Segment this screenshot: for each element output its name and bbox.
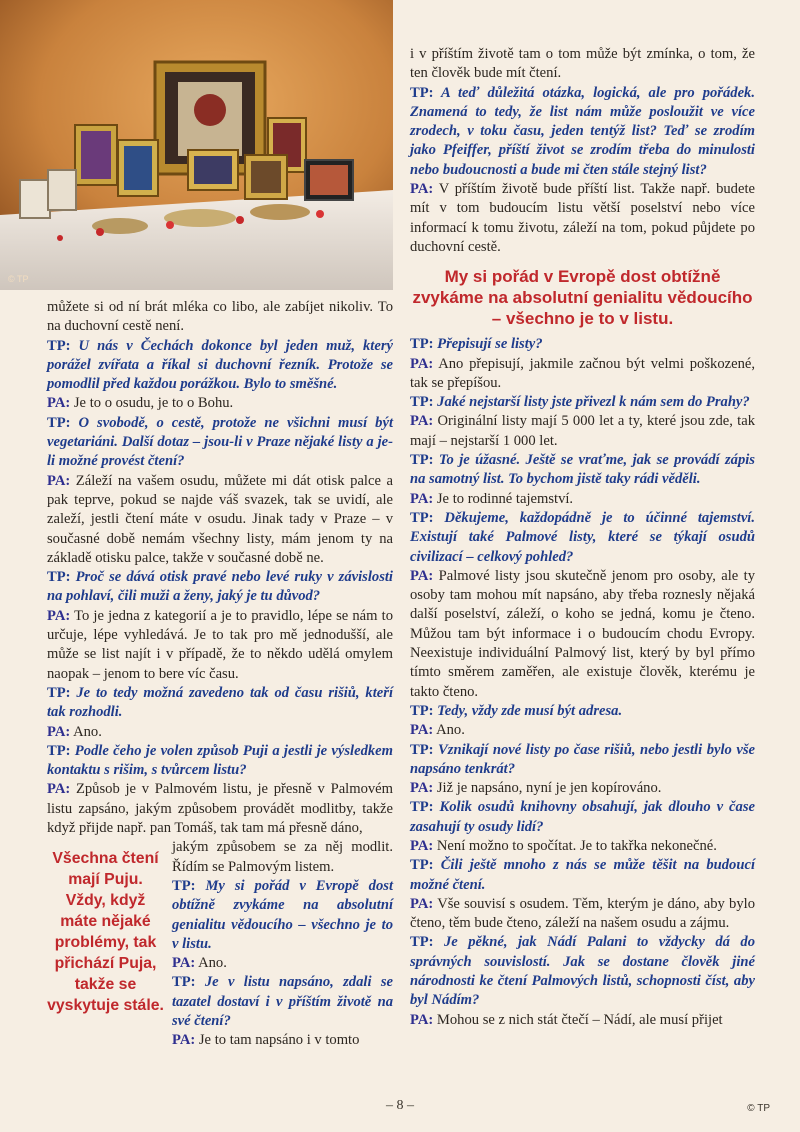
paragraph-text: jakým způsobem se za něj modlit. Řídím se Palmovým listem. <box>172 839 393 875</box>
speaker-pa: PA: <box>410 567 434 584</box>
speaker-pa: PA: <box>410 490 434 507</box>
right-column-bottom-text <box>410 335 755 1030</box>
paragraph-text: můžete si od ní brát mléka co libo, ale zabíjet nikoliv. To na duchovní cestě není. <box>47 299 393 335</box>
speaker-pa: PA: <box>47 472 71 489</box>
question-paragraph <box>410 933 755 1010</box>
paragraph-text: Přepisují se listy? <box>433 336 543 353</box>
answer-paragraph <box>47 394 393 413</box>
speaker-tp: TP: <box>47 569 71 586</box>
speaker-tp: TP: <box>47 414 71 431</box>
answer-paragraph <box>47 472 393 568</box>
question-paragraph <box>47 684 393 723</box>
section-heading: My si pořád v Evropě dost obtížně zvykáme na absolutní genialitu vědoucího – všechno je to v listu. <box>412 267 753 329</box>
paragraph-text: Je to o osudu, je to o Bohu. <box>70 395 234 412</box>
speaker-pa: PA: <box>410 1011 434 1028</box>
photo-credit: © TP <box>8 274 29 284</box>
answer-paragraph <box>410 355 755 394</box>
paragraph-text: Podle čeho je volen způsob Puji a jestli je výsledkem kontaktu s rišim, s tvůrcem listu? <box>47 742 393 779</box>
speaker-tp: TP: <box>410 741 434 758</box>
speaker-pa: PA: <box>410 780 434 797</box>
answer-paragraph <box>47 723 393 742</box>
answer-paragraph <box>410 45 755 84</box>
paragraph-text: A teď důležitá otázka, logická, ale pro pořádek. Znamená to tedy, že list nám může posloužit ve více zrodech, v toku času, jeden tentýž list? Teď se zrodím jako Pfeiffer, příští život se zrodím třeba do minulosti nebo budoucnosti a bude mi čten stále stejný list? <box>410 84 755 178</box>
paragraph-text: Mohou se z nich stát čtečí – Nádí, ale musí přijet <box>433 1011 723 1028</box>
answer-paragraph <box>47 298 393 337</box>
speaker-pa: PA: <box>47 395 71 412</box>
paragraph-text: Je to tam napsáno i v tomto <box>195 1032 360 1049</box>
paragraph-text: Je v listu napsáno, zdali se tazatel dostaví i v příštím životě na své čtení? <box>172 974 393 1029</box>
question-paragraph <box>47 414 393 472</box>
speaker-tp: TP: <box>47 337 71 354</box>
paragraph-text: To je úžasné. Ještě se vraťme, jak se provádí zápis na samotný list. To bychom jistě taky rádi věděli. <box>410 452 755 488</box>
paragraph-text: Je pěkné, jak Nádí Palani to vždycky dá do správných souvislostí. Jak se dostane člověk jiné národnosti ke čtení Palmových listů, schopnosti číst, aby byl Nádím? <box>410 934 755 1009</box>
speaker-pa: PA: <box>410 837 434 854</box>
speaker-tp: TP: <box>410 452 434 469</box>
answer-paragraph <box>172 838 393 877</box>
paragraph-text: Je to rodinné tajemství. <box>433 490 574 507</box>
answer-paragraph <box>410 490 755 509</box>
question-paragraph <box>410 335 755 354</box>
paragraph-text: Tedy, vždy zde musí být adresa. <box>433 702 623 719</box>
left-split <box>47 838 393 1050</box>
question-paragraph <box>410 702 755 721</box>
paragraph-text: Ano. <box>433 722 465 739</box>
paragraph-text: i v příštím životě tam o tom může být zmínka, o tom, že ten člověk bude mít čtení. <box>410 46 755 82</box>
question-paragraph <box>410 84 755 180</box>
altar-photo-illustration <box>0 0 393 290</box>
speaker-pa: PA: <box>47 781 71 798</box>
paragraph-text: V příštím životě bude příští list. Takže např. budete mít v tom budoucím listu větší poselství nebo více informací k tomu životu, záleží na tom, pokud půjdete po duchovní cestě. <box>410 181 755 255</box>
question-paragraph <box>47 568 393 607</box>
question-paragraph <box>410 451 755 490</box>
paragraph-text: Způsob je v Palmovém listu, je přesně v Palmovém listu zapsáno, jakým způsobem provádět modlitby, takže když přijde např. pan Tomáš, tak tam má přesně dáno, <box>47 781 393 837</box>
question-paragraph <box>410 798 755 837</box>
paragraph-text: Originální listy mají 5 000 let a ty, které jsou zde, tak mají – nejstarší 1 000 let. <box>410 413 755 449</box>
paragraph-text: My si pořád v Evropě dost obtížně zvykáme na absolutní genialitu vědoucího – všechno je to v listu. <box>172 877 393 952</box>
question-paragraph <box>410 393 755 412</box>
paragraph-text: Není možno to spočítat. Je to takřka nekonečné. <box>433 837 717 854</box>
speaker-tp: TP: <box>410 702 434 719</box>
paragraph-text: Ano. <box>70 723 102 740</box>
paragraph-text: Čili ještě mnoho z nás se může těšit na budoucí možné čtení. <box>410 857 755 893</box>
answer-paragraph <box>47 780 393 838</box>
question-paragraph <box>172 877 393 954</box>
answer-paragraph <box>410 779 755 798</box>
answer-paragraph <box>410 721 755 740</box>
speaker-pa: PA: <box>172 955 196 972</box>
answer-paragraph <box>410 895 755 934</box>
paragraph-text: Děkujeme, každopádně je to účinné tajemství. Existují také Palmové listy, které se týkají osudů civilizací – celkový pohled? <box>410 509 755 565</box>
paragraph-text: Vznikají nové listy po čase rišiů, nebo jestli bylo vše napsáno tenkrát? <box>410 741 755 777</box>
paragraph-text: Je to tedy možná zavedeno tak od času rišiů, kteří tak rozhodli. <box>47 684 393 721</box>
paragraph-text: Záleží na vašem osudu, můžete mi dát otisk palce a pak teprve, pokud se najde váš svazek, tak se uvidí, ale zaleží, jestli čtení máte v osudu. Jinak tady v Praze – v současné době nemám všechny listy, mám jenom ty na základě otisku palce, takže v současné době ne. <box>47 472 393 566</box>
speaker-tp: TP: <box>47 742 71 759</box>
paragraph-text: Jaké nejstarší listy jste přivezl k nám sem do Prahy? <box>433 394 750 411</box>
speaker-tp: TP: <box>172 877 196 894</box>
answer-paragraph <box>410 567 755 702</box>
paragraph-text: Palmové listy jsou skutečně jenom pro osoby, ale ty osoby tam mohou mít napsáno, aby třeba roznesly nějaká další poselství, záleží, o koho se jedná, komu je čteno. Můžou tam být informace i o budoucím chodu Evropy. Neexistuje individuální Palmový list, který by byl přímo tímto směrem zaměřen, ale existuje člověk, kterému je takto čteno. <box>410 567 755 700</box>
question-paragraph <box>47 337 393 395</box>
question-paragraph <box>410 509 755 567</box>
right-column-top-text <box>410 45 755 257</box>
answer-paragraph <box>172 1031 393 1050</box>
speaker-tp: TP: <box>410 857 434 874</box>
speaker-pa: PA: <box>410 413 434 430</box>
right-column <box>410 45 755 1030</box>
question-paragraph <box>410 856 755 895</box>
speaker-tp: TP: <box>410 799 434 816</box>
speaker-pa: PA: <box>410 181 434 198</box>
speaker-pa: PA: <box>47 723 71 740</box>
left-column-text <box>47 298 393 838</box>
speaker-pa: PA: <box>410 722 434 739</box>
speaker-tp: TP: <box>172 974 196 991</box>
page-number: – 8 – <box>386 1098 414 1113</box>
speaker-pa: PA: <box>172 1032 196 1049</box>
paragraph-text: U nás v Čechách dokonce byl jeden muž, který porážel zvířata a říkal si duchovní řezník. Protože se pomodlil před každou porážkou. Bylo to směšné. <box>47 337 393 393</box>
paragraph-text: Ano přepisují, jakmile začnou být velmi poškozené, tak se přepíšou. <box>410 355 755 391</box>
paragraph-text: Ano. <box>195 955 227 972</box>
speaker-tp: TP: <box>410 336 434 353</box>
footer-credit: © TP <box>747 1103 770 1114</box>
question-paragraph <box>47 742 393 781</box>
paragraph-text: Vše souvisí s osudem. Těm, kterým je dáno, aby bylo čteno, těm bude čteno, záleží na našem osudu a zájmu. <box>410 895 755 932</box>
answer-paragraph <box>172 954 393 973</box>
left-split-text <box>172 838 393 1050</box>
answer-paragraph <box>410 1011 755 1030</box>
paragraph-text: Kolik osudů knihovny obsahují, jak dlouho v čase zasahují ty osudy lidí? <box>410 799 755 835</box>
paragraph-text: Proč se dává otisk pravé nebo levé ruky v závislosti na pohlaví, čili muži a ženy, jaký je tu důvod? <box>47 569 393 605</box>
paragraph-text: Již je napsáno, nyní je jen kopírováno. <box>433 780 662 797</box>
answer-paragraph <box>47 607 393 684</box>
speaker-tp: TP: <box>47 684 71 701</box>
answer-paragraph <box>410 837 755 856</box>
question-paragraph <box>410 741 755 780</box>
speaker-pa: PA: <box>410 355 434 372</box>
answer-paragraph <box>410 412 755 451</box>
speaker-pa: PA: <box>410 895 434 912</box>
speaker-pa: PA: <box>47 607 71 624</box>
speaker-tp: TP: <box>410 394 434 411</box>
left-column <box>47 298 393 1051</box>
paragraph-text: O svobodě, o cestě, protože ne všichni musí být vegetariáni. Další dotaz – jsou-li v Praze nějaké listy a je-li možné provést čtení? <box>47 414 393 470</box>
paragraph-text: To je jedna z kategorií a je to pravidlo, lépe se nám to určuje, lépe vyhledává. Je to tak pro mě jednodušší, ale může se list najít i v případě, že to někdo udělá omylem naopak – jenom to bere víc času. <box>47 607 393 682</box>
speaker-tp: TP: <box>410 509 434 526</box>
speaker-tp: TP: <box>410 84 434 101</box>
altar-photo <box>0 0 393 290</box>
speaker-tp: TP: <box>410 934 434 951</box>
question-paragraph <box>172 973 393 1031</box>
pull-quote: Všechna čtení mají Puju. Vždy, když máte nějaké problémy, tak přichází Puja, takže se vyskytuje stále. <box>47 850 164 1015</box>
answer-paragraph <box>410 180 755 257</box>
